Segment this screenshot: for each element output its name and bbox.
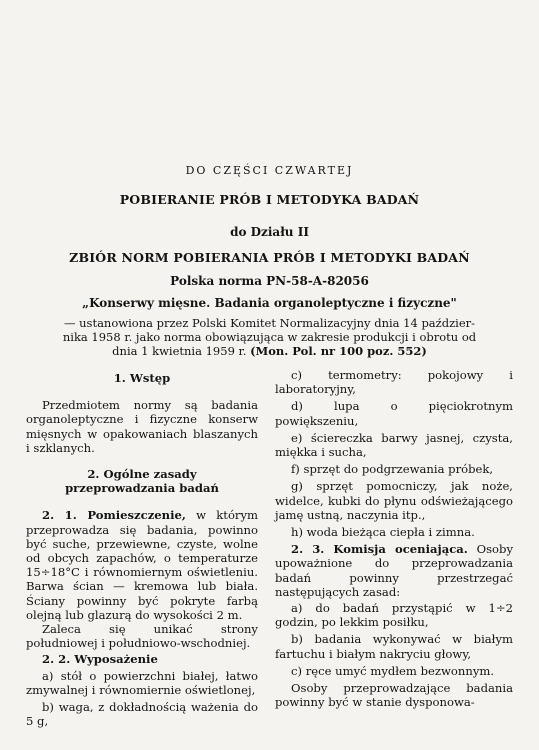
collection-heading: ZBIÓR NORM POBIERANIA PRÓB I METODYKI BADAŃ [69,250,470,265]
equipment-item-a: a) stół o powierzchni białej, łatwo zmywalnej i równomiernie oświetlonej, [26,668,258,697]
equipment-item-e: e) ściereczka barwy jasnej, czysta, miękka i sucha, [275,430,513,460]
intro-line-2: nika 1958 r. jako norma obowiązująca w zakresie produkcji i obrotu od [62,330,477,344]
equipment-item-h: h) woda bieżąca ciepła i zimna. [291,525,475,540]
equipment-item-c: c) termometry: pokojowy i laboratoryjny, [275,368,513,397]
norm-number: Polska norma PN-58-A-82056 [170,274,369,288]
intro-line-1: — ustanowiona przez Polski Komitet Normalizacyjny dnia 14 paździer- [63,316,476,330]
left-column [26,368,258,731]
section-2-3-label: 2. 3. Komisja oceniająca. [291,542,468,557]
right-column [275,368,513,709]
section-1-title: 1. Wstęp [113,371,171,385]
section-1-text: Przedmiotem normy są badania organoleptyczne i fizyczne konserw mięsnych w opakowaniach blaszanych i szklanych. [26,398,258,455]
intro-reference: (Mon. Pol. nr 100 poz. 552) [250,344,427,358]
equipment-item-b: b) waga, z dokładnością ważenia do 5 g, [26,700,258,729]
commission-rule-a: a) do badań przystąpić w 1÷2 godzin, po lekkim posiłku, [275,601,513,630]
section-2-title-line-1: 2. Ogólne zasady [87,467,197,482]
section-2-2-label: 2. 2. Wyposażenie [42,652,158,667]
section-2-title-line-2: przeprowadzania badań [65,481,219,496]
section-2-1-text: 2. 1. Pomieszczenie, w którym przeprowadza się badania, powinno być suche, przewiewne, czyste, wolne od obcych zapachów, o temperaturze 15÷18°C i równomiernym oświetleniu. Barwa ścian — kremowa lub biała. Ściany powinny być pokryte farbą olejną lub glazurą do wysokości 2 m. [26,508,259,622]
section-2-1-label: 2. 1. Pomieszczenie, [42,508,186,523]
section-2-3-closing: Osoby przeprowadzające badania powinny być w stanie dysponowa- [275,681,513,710]
equipment-item-d: d) lupa o pięciokrotnym powiększeniu, [275,399,513,428]
page-title: POBIERANIE PRÓB I METODYKA BADAŃ [119,192,420,207]
norm-title: „Konserwy mięsne. Badania organoleptyczne i fizyczne" [82,296,457,310]
equipment-item-g: g) sprzęt pomocniczy, jak noże, widelce, kubki do płynu odświeżającego jamę ustną, naczynia itp., [275,479,513,522]
section-2-1-note: Zaleca się unikać strony południowej i południowo-wschodniej. [26,622,258,651]
equipment-item-f: f) sprzęt do podgrzewania próbek, [291,462,494,477]
intro-line-3: dnia 1 kwietnia 1959 r. (Mon. Pol. nr 100 poz. 552) [112,344,427,358]
commission-rule-b: b) badania wykonywać w białym fartuchu i białym nakryciu głowy, [275,632,513,661]
commission-rule-c: c) ręce umyć mydłem bezwonnym. [291,663,495,678]
intro-paragraph [0,316,539,358]
section-2-3-text: 2. 3. Komisja oceniająca. Osoby upoważnione do przeprowadzania badań powinny przestrzegać następujących zasad: [275,542,513,599]
part-heading: DO CZĘŚCI CZWARTEJ [185,164,354,177]
division-heading: do Działu II [230,225,309,239]
